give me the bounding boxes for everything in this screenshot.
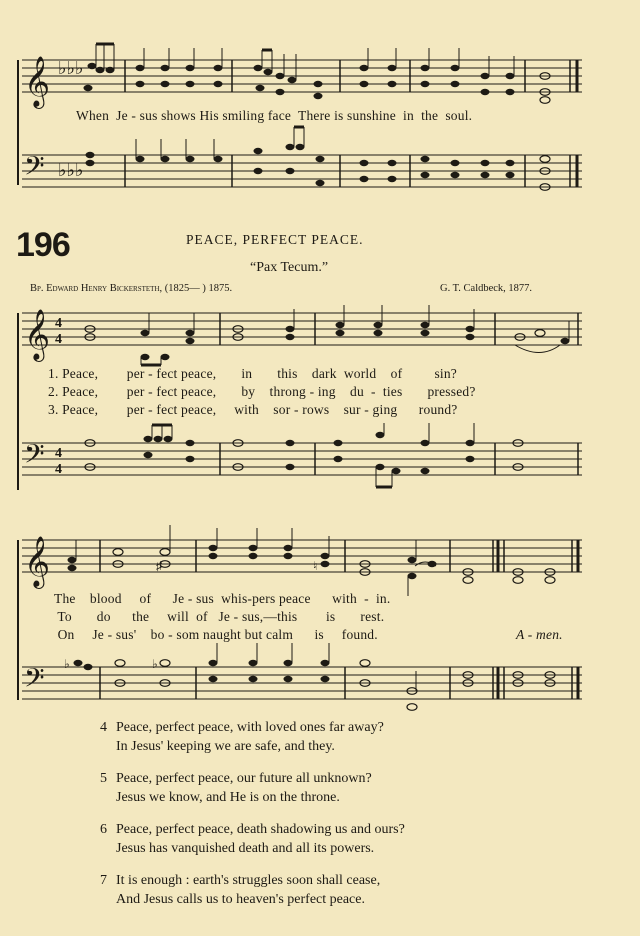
hymn-title: PEACE, PERFECT PEACE. (186, 232, 364, 247)
verse-line: Peace, perfect peace, our future all unknown? (116, 771, 372, 786)
svg-text:4: 4 (55, 332, 62, 347)
svg-text:♭: ♭ (152, 657, 158, 671)
svg-text:𝄞: 𝄞 (24, 310, 51, 359)
svg-text:♯: ♯ (156, 559, 162, 573)
verse-number: 7 (100, 873, 107, 888)
system1-bass-staff (22, 423, 582, 487)
verse-line: Peace, perfect peace, death shadowing us and ours? (116, 822, 405, 837)
system2-lyric-verse3: On Je - sus' bo - som naught but calm is found. (54, 627, 378, 642)
verse-line: In Jesus' keeping we are safe, and they. (116, 739, 335, 754)
svg-text:𝄞: 𝄞 (24, 57, 51, 106)
system1-lyric-verse2: 2. Peace, per - fect peace, by throng - ing du - ties pressed? (48, 384, 476, 399)
svg-text:4: 4 (55, 462, 62, 477)
hymn-subtitle: “Pax Tecum.” (250, 260, 329, 275)
verse-line: Jesus we know, and He is on the throne. (116, 790, 340, 805)
svg-text:𝄞: 𝄞 (24, 537, 51, 586)
system2-lyric-verse2: To do the will of Je - sus,—this is rest. (54, 609, 385, 624)
hymn-composer: G. T. Caldbeck, 1877. (440, 283, 533, 294)
svg-text:𝄢: 𝄢 (24, 151, 45, 187)
amen-lyric: A - men. (516, 627, 563, 642)
top-fragment-lyric: When Je - sus shows His smiling face There is sunshine in the soul. (76, 108, 473, 123)
system2-bass-staff (22, 643, 582, 710)
verse-number: 4 (100, 720, 107, 735)
svg-text:♭: ♭ (64, 657, 70, 671)
hymn-author: Bp. Edward Henry Bickersteth, (1825— ) 1875. (30, 283, 233, 294)
svg-text:4: 4 (55, 446, 62, 461)
verse-4 (100, 718, 384, 756)
system2-lyric-verse1: The blood of Je - sus whis-pers peace with - in. (54, 591, 391, 606)
system1-lyric-verse1: 1. Peace, per - fect peace, in this dark world of sin? (48, 366, 457, 381)
verse-number: 5 (100, 771, 107, 786)
verse-7 (100, 871, 380, 909)
svg-text:𝄢: 𝄢 (24, 439, 45, 475)
verse-number: 6 (100, 822, 107, 837)
verse-6 (100, 820, 405, 858)
verse-line: It is enough : earth's struggles soon shall cease, (116, 873, 381, 888)
verse-line: Peace, perfect peace, with loved ones far away? (116, 720, 384, 735)
svg-text:♮: ♮ (313, 559, 318, 573)
svg-text:♭♭♭: ♭♭♭ (58, 160, 84, 180)
top-bass-staff (22, 127, 582, 190)
svg-text:4: 4 (55, 316, 62, 331)
system1-lyric-verse3: 3. Peace, per - fect peace, with sor - rows sur - ging round? (48, 402, 458, 417)
svg-text:𝄢: 𝄢 (24, 663, 45, 699)
svg-text:♭♭♭: ♭♭♭ (58, 58, 84, 78)
hymn-number: 196 (16, 226, 70, 264)
verse-line: Jesus has vanquished death and all its powers. (116, 841, 375, 856)
verse-line: And Jesus calls us to heaven's perfect peace. (116, 892, 365, 907)
verse-5 (100, 769, 372, 807)
